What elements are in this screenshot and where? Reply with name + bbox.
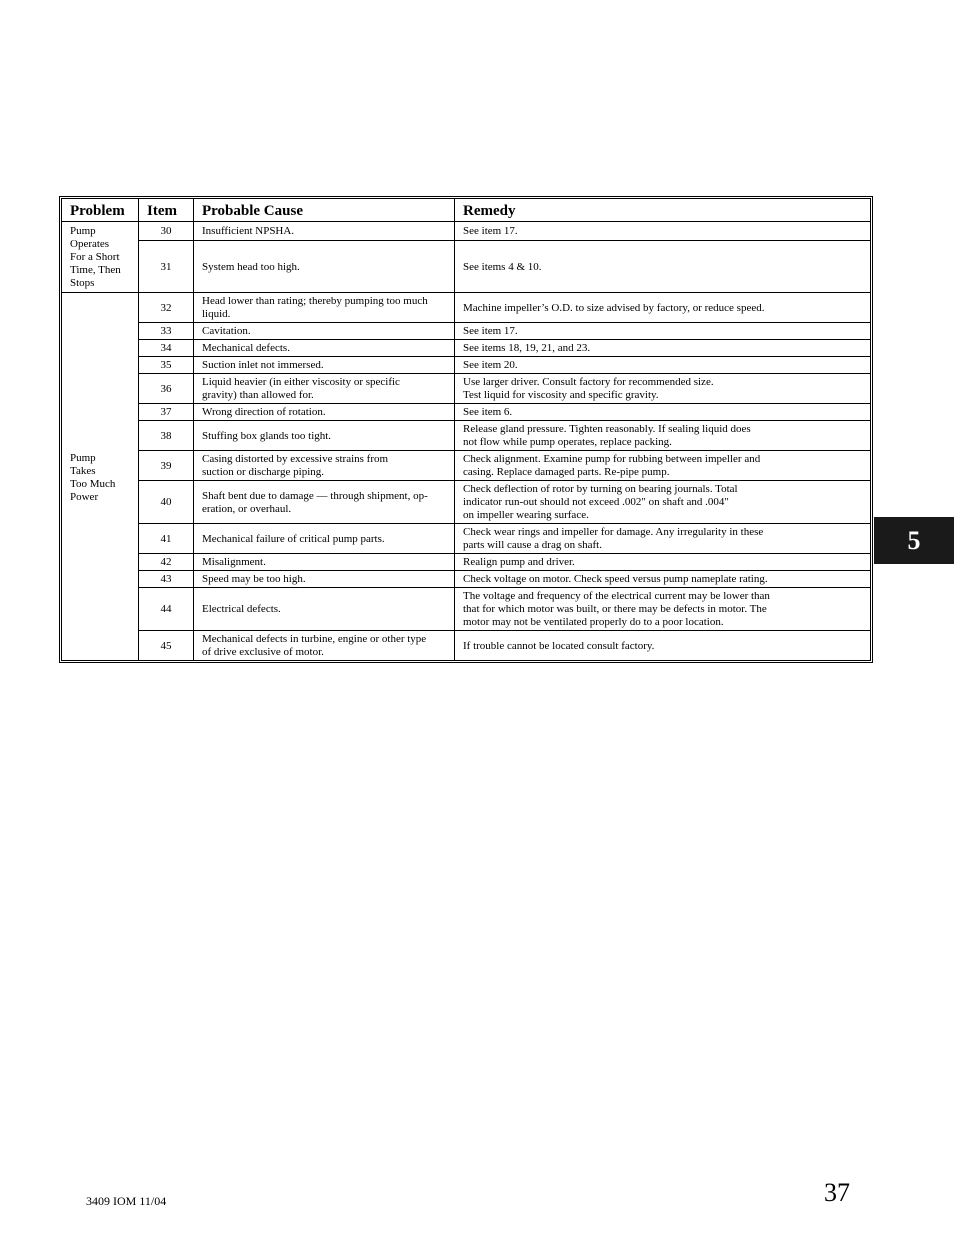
remedy: Machine impeller’s O.D. to size advised by factory, or reduce speed.	[455, 293, 871, 323]
remedy: See item 20.	[455, 357, 871, 374]
probable-cause: Misalignment.	[194, 554, 455, 571]
probable-cause: Liquid heavier (in either viscosity or specific gravity) than allowed for.	[194, 374, 455, 404]
probable-cause: System head too high.	[194, 241, 455, 293]
item-number: 45	[139, 631, 194, 661]
item-number: 44	[139, 588, 194, 631]
page-number: 37	[824, 1178, 850, 1207]
remedy: Use larger driver. Consult factory for recommended size. Test liquid for viscosity and specific gravity.	[455, 374, 871, 404]
probable-cause: Insufficient NPSHA.	[194, 222, 455, 241]
table-row	[62, 241, 871, 293]
remedy: See item 17.	[455, 323, 871, 340]
item-number: 43	[139, 571, 194, 588]
item-number: 36	[139, 374, 194, 404]
item-number: 38	[139, 421, 194, 451]
item-number: 37	[139, 404, 194, 421]
remedy: See item 17.	[455, 222, 871, 241]
table-row	[62, 340, 871, 357]
probable-cause: Speed may be too high.	[194, 571, 455, 588]
remedy: If trouble cannot be located consult factory.	[455, 631, 871, 661]
remedy: Check alignment. Examine pump for rubbing between impeller and casing. Replace damaged parts. Re-pipe pump.	[455, 451, 871, 481]
remedy: See items 4 & 10.	[455, 241, 871, 293]
table-row	[62, 357, 871, 374]
troubleshooting-table	[61, 198, 871, 661]
probable-cause: Suction inlet not immersed.	[194, 357, 455, 374]
probable-cause: Head lower than rating; thereby pumping too much liquid.	[194, 293, 455, 323]
remedy: Check voltage on motor. Check speed versus pump nameplate rating.	[455, 571, 871, 588]
probable-cause: Stuffing box glands too tight.	[194, 421, 455, 451]
header-probable-cause: Probable Cause	[194, 199, 455, 222]
table-row	[62, 374, 871, 404]
probable-cause: Wrong direction of rotation.	[194, 404, 455, 421]
section-tab: 5	[874, 517, 954, 564]
table-row	[62, 524, 871, 554]
troubleshooting-table-frame	[59, 196, 873, 663]
item-number: 35	[139, 357, 194, 374]
document-code: 3409 IOM 11/04	[86, 1194, 167, 1208]
remedy: See items 18, 19, 21, and 23.	[455, 340, 871, 357]
remedy: Release gland pressure. Tighten reasonably. If sealing liquid does not flow while pump operates, replace packing.	[455, 421, 871, 451]
table-row	[62, 451, 871, 481]
item-number: 30	[139, 222, 194, 241]
header-item: Item	[139, 199, 194, 222]
remedy: See item 6.	[455, 404, 871, 421]
table-row	[62, 404, 871, 421]
item-number: 33	[139, 323, 194, 340]
item-number: 42	[139, 554, 194, 571]
item-number: 32	[139, 293, 194, 323]
probable-cause: Mechanical defects in turbine, engine or other type of drive exclusive of motor.	[194, 631, 455, 661]
probable-cause: Mechanical defects.	[194, 340, 455, 357]
item-number: 34	[139, 340, 194, 357]
table-header-row	[62, 199, 871, 222]
probable-cause: Cavitation.	[194, 323, 455, 340]
item-number: 40	[139, 481, 194, 524]
table-row	[62, 293, 871, 323]
table-row	[62, 481, 871, 524]
table-row	[62, 571, 871, 588]
remedy: Check wear rings and impeller for damage. Any irregularity in these parts will cause a drag on shaft.	[455, 524, 871, 554]
probable-cause: Casing distorted by excessive strains from suction or discharge piping.	[194, 451, 455, 481]
problem-cell: Pump Operates For a Short Time, Then Stops	[62, 222, 139, 293]
header-remedy: Remedy	[455, 199, 871, 222]
table-row	[62, 421, 871, 451]
probable-cause: Electrical defects.	[194, 588, 455, 631]
remedy: Check deflection of rotor by turning on bearing journals. Total indicator run-out should not exceed .002" on shaft and .004" on impeller wearing surface.	[455, 481, 871, 524]
table-row	[62, 554, 871, 571]
item-number: 31	[139, 241, 194, 293]
table-row	[62, 222, 871, 241]
remedy: Realign pump and driver.	[455, 554, 871, 571]
problem-cell: Pump Takes Too Much Power	[62, 293, 139, 661]
remedy: The voltage and frequency of the electrical current may be lower than that for which motor was built, or there may be defects in motor. The motor may not be ventilated properly do to a poor location.	[455, 588, 871, 631]
table-row	[62, 588, 871, 631]
header-problem: Problem	[62, 199, 139, 222]
table-row	[62, 323, 871, 340]
item-number: 39	[139, 451, 194, 481]
probable-cause: Shaft bent due to damage — through shipment, op- eration, or overhaul.	[194, 481, 455, 524]
probable-cause: Mechanical failure of critical pump parts.	[194, 524, 455, 554]
item-number: 41	[139, 524, 194, 554]
table-row	[62, 631, 871, 661]
